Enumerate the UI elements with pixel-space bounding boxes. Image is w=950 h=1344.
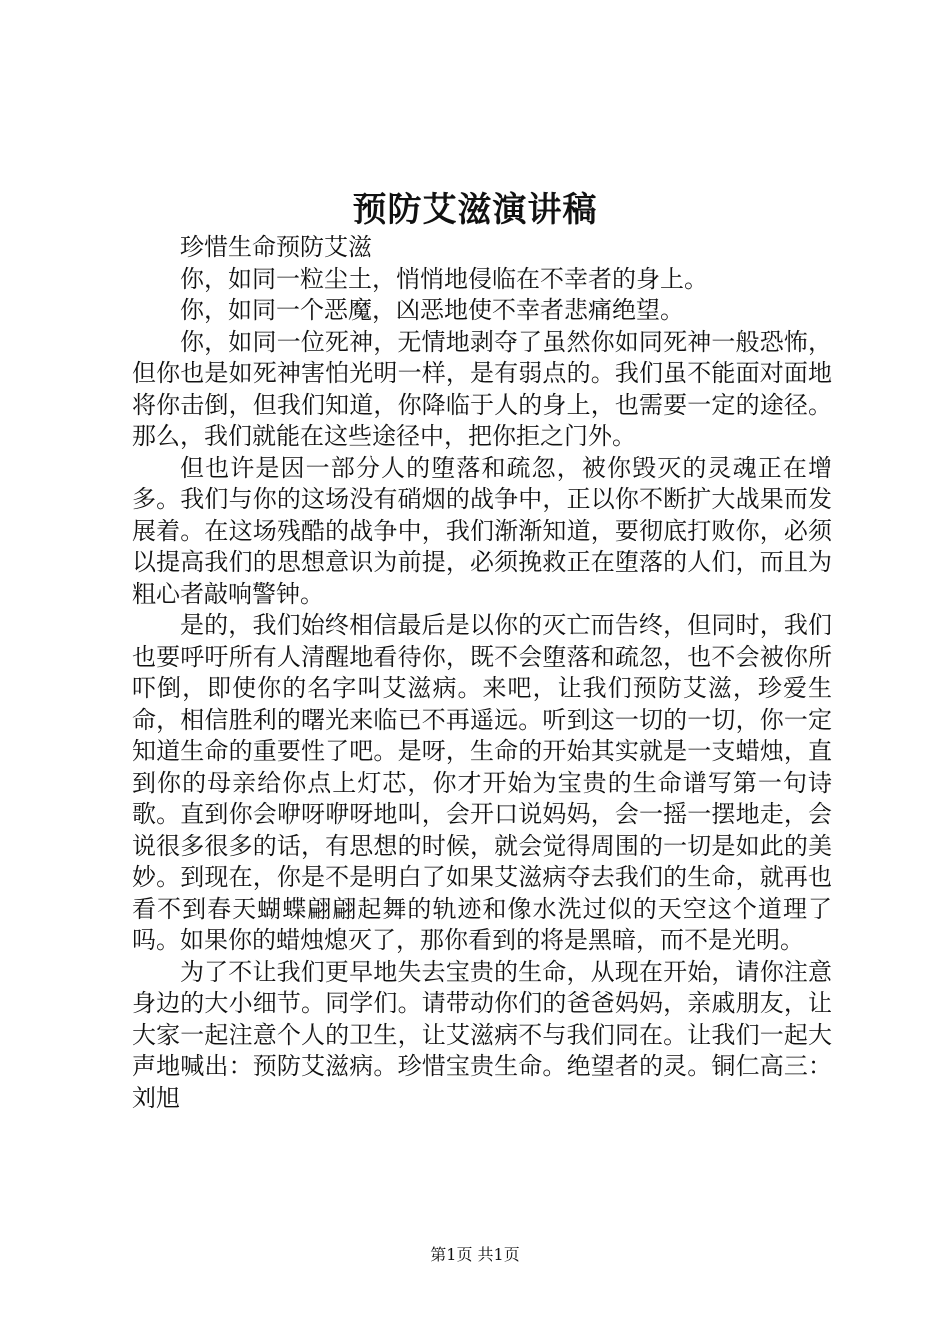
body-paragraph: 你，如同一位死神，无情地剥夺了虽然你如同死神一般恐怖，但你也是如死神害怕光明一样，是有弱点的。我们虽不能面对面地将你击倒，但我们知道，你降临于人的身上，也需要一定的途径。那么，我们就能在这些途径中，把你拒之门外。 (132, 327, 832, 450)
document-body (132, 232, 832, 1114)
body-paragraph: 你，如同一粒尘土，悄悄地侵临在不幸者的身上。 (180, 264, 708, 293)
body-paragraph: 为了不让我们更早地失去宝贵的生命，从现在开始，请你注意身边的大小细节。同学们。请带动你们的爸爸妈妈，亲戚朋友，让大家一起注意个人的卫生，让艾滋病不与我们同在。让我们一起大声地喊出：预防艾滋病。珍惜宝贵生命。绝望者的灵。铜仁高三：刘旭 (132, 957, 832, 1112)
body-paragraph: 但也许是因一部分人的堕落和疏忽，被你毁灭的灵魂正在增多。我们与你的这场没有硝烟的战争中，正以你不断扩大战果而发展着。在这场残酷的战争中，我们渐渐知道，要彻底打败你，必须以提高我们的思想意识为前提，必须挽救正在堕落的人们，而且为粗心者敲响警钟。 (132, 453, 832, 608)
page-footer: 第1页 共1页 (430, 1245, 520, 1264)
document-title: 预防艾滋演讲稿 (352, 190, 598, 230)
body-paragraph: 你，如同一个恶魔，凶恶地使不幸者悲痛绝望。 (180, 296, 684, 324)
body-paragraph: 是的，我们始终相信最后是以你的灭亡而告终，但同时，我们也要呼吁所有人清醒地看待你，既不会堕落和疏忽，也不会被你所吓倒，即使你的名字叫艾滋病。来吧，让我们预防艾滋，珍爱生命，相信胜利的曙光来临已不再遥远。听到这一切的一切，你一定知道生命的重要性了吧。是呀，生命的开始其实就是一支蜡烛，直到你的母亲给你点上灯芯，你才开始为宝贵的生命谱写第一句诗歌。直到你会咿呀咿呀地叫，会开口说妈妈，会一摇一摆地走，会说很多很多的话，有思想的时候，就会觉得周围的一切是如此的美妙。到现在，你是不是明白了如果艾滋病夺去我们的生命，就再也看不到春天蝴蝶翩翩起舞的轨迹和像水洗过似的天空这个道理了吗。如果你的蜡烛熄灭了，那你看到的将是黑暗，而不是光明。 (132, 611, 832, 954)
body-paragraph: 珍惜生命预防艾滋 (180, 233, 372, 261)
